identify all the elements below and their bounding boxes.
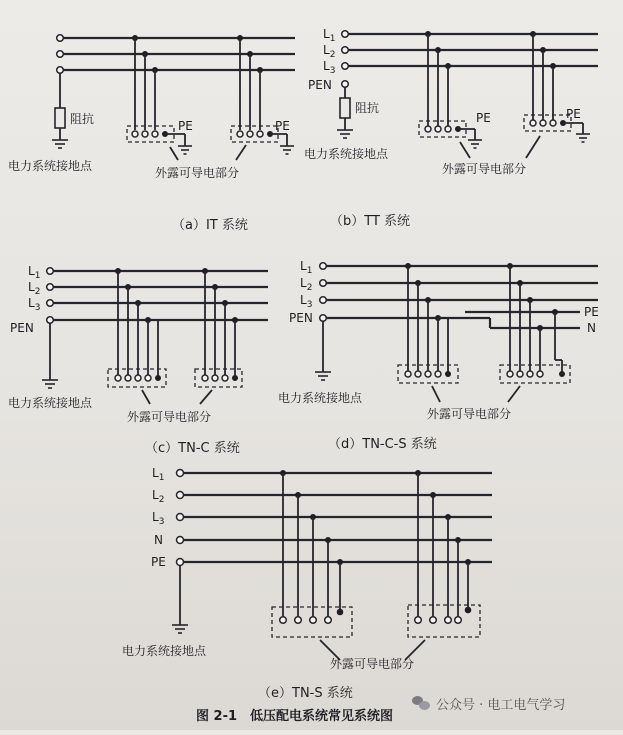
diagram-tt-system [304,27,598,229]
label-l1: $L_1$ [300,259,313,276]
wechat-icon [412,696,430,711]
label-pen: PEN [289,311,313,325]
diagram-tn-c-system [8,264,268,456]
caption-tn-c-s-system: （d）TN-C-S 系统 [328,437,437,452]
earth-point-label: 电力系统接地点 [8,396,93,410]
exposed-parts-label-b: 外露可导电部分 [442,162,527,176]
label-n-e: N [154,533,163,547]
label-l3: $L_3$ [300,293,313,310]
label-l3: $L_3$ [152,510,165,527]
figure-title: 图 2-1 低压配电系统常见系统图 [196,709,394,724]
earth-point-label: 电力系统接地点 [8,159,93,173]
impedance-label: 阻抗 [355,101,380,115]
exposed-parts-label-e: 外露可导电部分 [330,657,415,671]
label-pen: PEN [308,78,332,92]
label-l2: $L_2$ [323,43,336,60]
label-pe-e: PE [151,555,166,569]
earth-point-label: 电力系统接地点 [304,147,389,161]
label-l1: $L_1$ [323,27,336,44]
exposed-parts-label-d: 外露可导电部分 [427,407,512,421]
label-l2: $L_2$ [300,276,313,293]
label-pen: PEN [10,321,34,335]
watermark-text: 公众号 · 电工电气学习 [436,698,566,713]
caption-tt-system: （b）TT 系统 [330,214,411,229]
earth-point-label: 电力系统接地点 [278,391,363,405]
caption-tn-s-system: （e）TN-S 系统 [258,686,353,701]
label-l2: $L_2$ [152,488,165,505]
label-pe-d: PE [584,305,599,319]
earth-point-label: 电力系统接地点 [122,644,207,658]
impedance-resistor [340,98,350,118]
label-l1: $L_1$ [28,264,41,281]
diagram-it-system [8,35,295,233]
impedance-label: 阻抗 [70,112,95,126]
label-n-d: N [587,321,596,335]
diagram-tn-c-s-system [278,259,599,452]
impedance-resistor [55,108,65,128]
label-l3: $L_3$ [28,296,41,313]
pe-label-a1: PE [178,119,193,133]
exposed-parts-label-c: 外露可导电部分 [127,410,212,424]
exposed-parts-label-a: 外露可导电部分 [155,166,240,180]
label-l1: $L_1$ [152,466,165,483]
caption-tn-c-system: （c）TN-C 系统 [145,441,240,456]
diagram-tn-s-system [122,466,492,701]
label-l2: $L_2$ [28,280,41,297]
pe-label-a2: PE [275,119,290,133]
watermark [412,694,565,713]
pe-label-b2: PE [566,107,581,121]
label-l3: $L_3$ [323,59,336,76]
pe-label-b1: PE [476,111,491,125]
caption-it-system: （a）IT 系统 [172,218,248,233]
